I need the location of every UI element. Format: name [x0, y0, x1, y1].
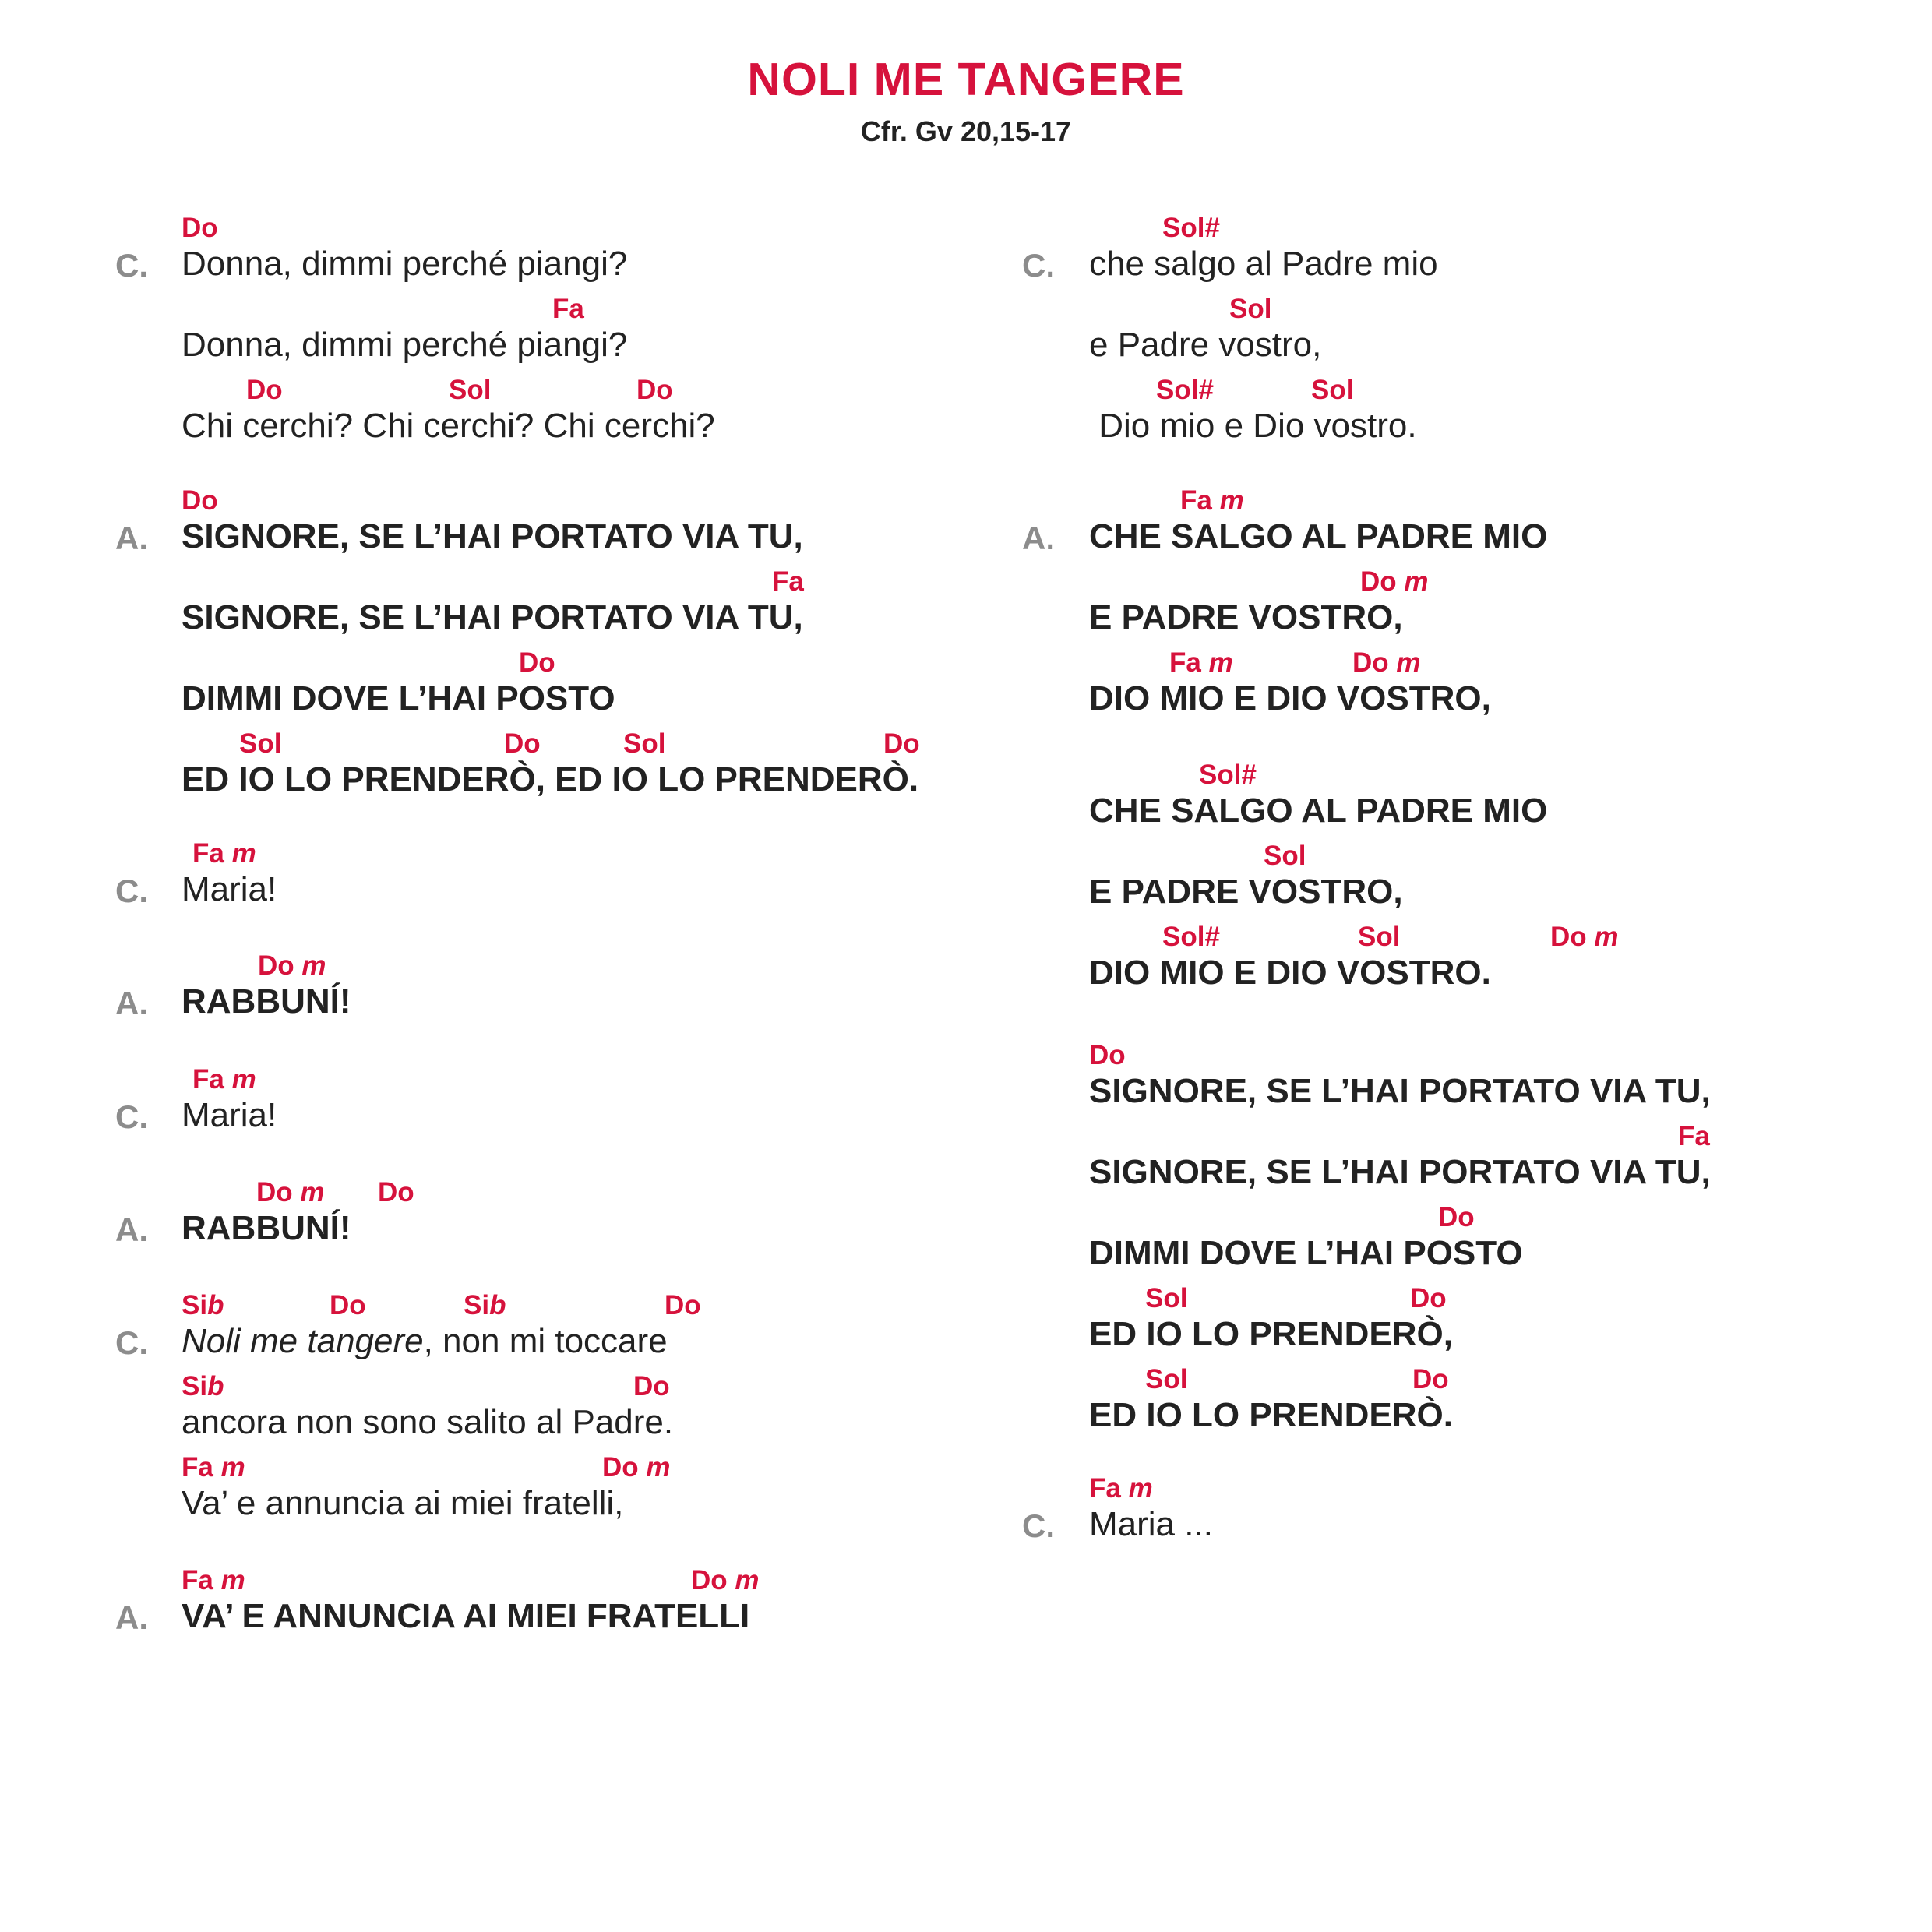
lyric: Va’ e annuncia ai miei fratelli,: [182, 1484, 624, 1522]
chord: Do: [636, 375, 673, 405]
chord: Do m: [256, 1177, 325, 1208]
scripture-reference: Cfr. Gv 20,15-17: [860, 115, 1072, 147]
chord: Do: [182, 213, 218, 243]
chord: Do: [378, 1177, 414, 1208]
role-label: A.: [1022, 520, 1055, 556]
lyric: DIMMI DOVE L’HAI POSTO: [182, 679, 615, 717]
chord: Sol: [1264, 841, 1306, 871]
lyric: E PADRE VOSTRO,: [1089, 598, 1403, 636]
lyric: DIMMI DOVE L’HAI POSTO: [1089, 1234, 1523, 1272]
lyric: CHE SALGO AL PADRE MIO: [1089, 517, 1548, 555]
chord: Fa m: [182, 1565, 245, 1595]
chord: Do m: [1360, 566, 1429, 597]
chord: Do: [883, 728, 920, 759]
chord: Sol: [623, 728, 666, 759]
chord: Do m: [691, 1565, 760, 1595]
lyric: VA’ E ANNUNCIA AI MIEI FRATELLI: [182, 1597, 750, 1635]
chord: Fa m: [192, 838, 256, 869]
chord: Sol: [1145, 1364, 1188, 1394]
lyric: CHE SALGO AL PADRE MIO: [1089, 791, 1548, 830]
chord: Do: [246, 375, 283, 405]
lyric: ED IO LO PRENDERÒ, ED IO LO PRENDERÒ.: [182, 760, 919, 799]
chord: Do: [519, 647, 555, 678]
chord: Do: [1438, 1202, 1475, 1232]
chord: Sol#: [1162, 922, 1220, 952]
lyric: SIGNORE, SE L’HAI PORTATO VIA TU,: [1089, 1072, 1711, 1110]
lyric: SIGNORE, SE L’HAI PORTATO VIA TU,: [1089, 1153, 1711, 1191]
chord: Fa m: [1089, 1473, 1153, 1504]
chord: Sol: [1229, 294, 1272, 324]
chord: Sib: [464, 1290, 506, 1320]
chord: Sol#: [1156, 375, 1214, 405]
chord: Do: [665, 1290, 701, 1320]
role-label: C.: [1022, 1507, 1055, 1544]
lyric: Maria ...: [1089, 1505, 1213, 1543]
lyric: RABBUNÍ!: [182, 1209, 351, 1247]
lyric: ancora non sono salito al Padre.: [182, 1403, 674, 1441]
chord: Do: [633, 1371, 670, 1401]
chord: Sol#: [1162, 213, 1220, 243]
role-label: C.: [115, 1324, 148, 1361]
role-label: A.: [115, 985, 148, 1021]
chord: Fa: [1678, 1121, 1710, 1151]
chord: Fa m: [1180, 485, 1244, 516]
role-label: A.: [115, 520, 148, 556]
chord: Do: [182, 485, 218, 516]
chord: Do: [1089, 1040, 1126, 1070]
chord: Fa m: [182, 1452, 245, 1482]
chord: Do m: [1550, 922, 1619, 952]
lyric: che salgo al Padre mio: [1089, 245, 1438, 283]
lyric: Donna, dimmi perché piangi?: [182, 245, 628, 283]
lyric: DIO MIO E DIO VOSTRO.: [1089, 954, 1491, 992]
lyric: e Padre vostro,: [1089, 326, 1322, 364]
song-title: NOLI ME TANGERE: [747, 54, 1185, 105]
lyric: E PADRE VOSTRO,: [1089, 873, 1403, 911]
chord: Sol: [1311, 375, 1354, 405]
chord: Do: [504, 728, 541, 759]
chord: Sol: [449, 375, 492, 405]
chord: Sol: [1358, 922, 1401, 952]
role-label: A.: [115, 1211, 148, 1248]
role-label: C.: [1022, 247, 1055, 284]
chord: Fa: [772, 566, 804, 597]
role-label: C.: [115, 247, 148, 284]
role-label: A.: [115, 1599, 148, 1636]
chord: Sib: [182, 1371, 224, 1401]
chord: Sol: [239, 728, 282, 759]
lyric: SIGNORE, SE L’HAI PORTATO VIA TU,: [182, 598, 803, 636]
chord: Do: [330, 1290, 366, 1320]
lyric: Chi cerchi? Chi cerchi? Chi cerchi?: [182, 407, 715, 445]
chord: Do m: [602, 1452, 671, 1482]
lyric: ED IO LO PRENDERÒ.: [1089, 1396, 1453, 1434]
role-label: C.: [115, 1098, 148, 1135]
lyric: Maria!: [182, 870, 277, 908]
lyric: Donna, dimmi perché piangi?: [182, 326, 628, 364]
lyric: RABBUNÍ!: [182, 982, 351, 1021]
lyric: Maria!: [182, 1096, 277, 1134]
chord: Do m: [258, 950, 326, 981]
role-label: C.: [115, 873, 148, 909]
chord: Fa m: [1169, 647, 1233, 678]
lyric: Dio mio e Dio vostro.: [1089, 407, 1417, 445]
chord: Sol#: [1199, 760, 1257, 790]
lyric: SIGNORE, SE L’HAI PORTATO VIA TU,: [182, 517, 803, 555]
chord: Fa m: [192, 1064, 256, 1095]
chord: Do: [1412, 1364, 1449, 1394]
lyric: DIO MIO E DIO VOSTRO,: [1089, 679, 1491, 717]
chord: Do m: [1352, 647, 1421, 678]
chord: Do: [1410, 1283, 1447, 1313]
lyric: Noli me tangere, non mi toccare: [182, 1322, 668, 1360]
chord: Sol: [1145, 1283, 1188, 1313]
chord: Sib: [182, 1290, 224, 1320]
chord: Fa: [552, 294, 584, 324]
lyric: ED IO LO PRENDERÒ,: [1089, 1315, 1453, 1353]
